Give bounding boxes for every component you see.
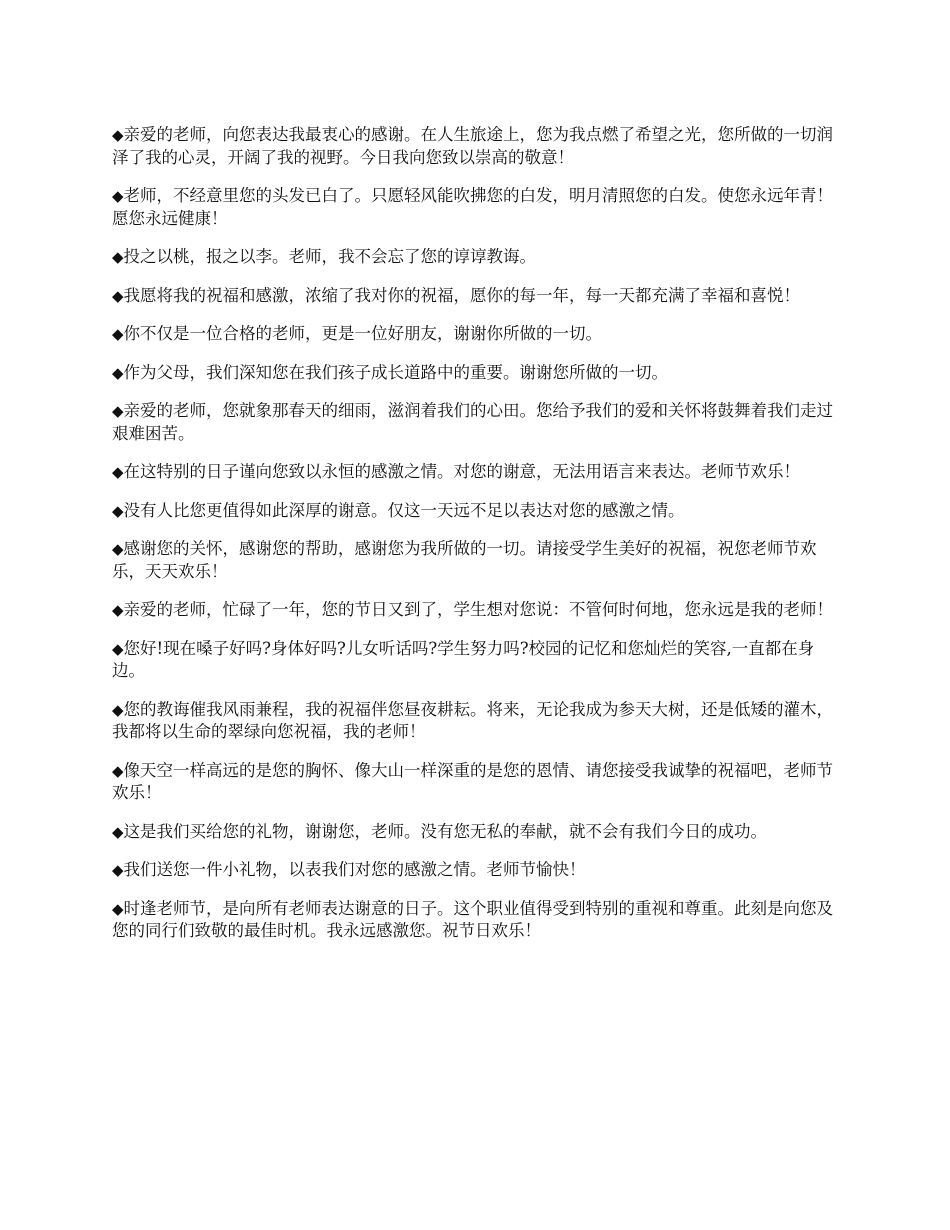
paragraph-text: 我们送您一件小礼物，以表我们对您的感激之情。老师节愉快！ bbox=[123, 860, 586, 879]
diamond-bullet-icon: ◆ bbox=[112, 463, 124, 481]
diamond-bullet-icon: ◆ bbox=[112, 363, 124, 382]
blessing-paragraph-9 bbox=[112, 500, 840, 523]
blessing-paragraph-8 bbox=[112, 461, 840, 484]
diamond-bullet-icon: ◆ bbox=[112, 540, 124, 558]
blessing-paragraph-17 bbox=[112, 898, 840, 943]
blessing-paragraph-10 bbox=[112, 538, 840, 583]
diamond-bullet-icon: ◆ bbox=[112, 601, 124, 619]
blessing-paragraph-2 bbox=[112, 185, 840, 230]
blessing-paragraph-12 bbox=[112, 638, 840, 683]
blessing-paragraph-7 bbox=[112, 400, 840, 445]
diamond-bullet-icon: ◆ bbox=[112, 822, 124, 841]
diamond-bullet-icon: ◆ bbox=[112, 187, 124, 205]
paragraph-text: 亲爱的老师，您就象那春天的细雨，滋润着我们的心田。您给予我们的爱和关怀将鼓舞着我们走过艰难困苦。 bbox=[112, 401, 834, 443]
document-page bbox=[112, 124, 840, 959]
paragraph-text: 您的教诲催我风雨兼程，我的祝福伴您昼夜耕耘。将来，无论我成为参天大树，还是低矮的灌木，我都将以生命的翠绿向您祝福，我的老师！ bbox=[112, 699, 834, 741]
paragraph-text: 没有人比您更值得如此深厚的谢意。仅这一天远不足以表达对您的感激之情。 bbox=[123, 500, 685, 520]
diamond-bullet-icon: ◆ bbox=[112, 761, 124, 780]
diamond-bullet-icon: ◆ bbox=[112, 501, 124, 520]
diamond-bullet-icon: ◆ bbox=[112, 861, 124, 879]
blessing-paragraph-15 bbox=[112, 821, 840, 844]
diamond-bullet-icon: ◆ bbox=[112, 325, 124, 343]
blessing-paragraph-4 bbox=[112, 285, 840, 308]
paragraph-text: 感谢您的关怀，感谢您的帮助，感谢您为我所做的一切。请接受学生美好的祝福，祝您老师节欢乐，天天欢乐！ bbox=[112, 539, 817, 581]
diamond-bullet-icon: ◆ bbox=[112, 700, 124, 719]
blessing-paragraph-6 bbox=[112, 362, 840, 385]
diamond-bullet-icon: ◆ bbox=[112, 126, 124, 144]
paragraph-text: 在这特别的日子谨向您致以永恒的感激之情。对您的谢意，无法用语言来表达。老师节欢乐！ bbox=[123, 462, 801, 481]
paragraph-text: 你不仅是一位合格的老师，更是一位好朋友，谢谢你所做的一切。 bbox=[123, 324, 603, 343]
paragraph-text: 亲爱的老师，忙碌了一年，您的节日又到了，学生想对您说：不管何时何地，您永远是我的老师！ bbox=[123, 600, 834, 619]
blessing-paragraph-14 bbox=[112, 760, 840, 805]
blessing-paragraph-11 bbox=[112, 599, 840, 622]
paragraph-text: 您好!现在嗓子好吗?身体好吗?儿女听话吗?学生努力吗?校园的记忆和您灿烂的笑容,一直都在身边。 bbox=[112, 638, 815, 680]
paragraph-text: 作为父母，我们深知您在我们孩子成长道路中的重要。谢谢您所做的一切。 bbox=[123, 362, 669, 382]
diamond-bullet-icon: ◆ bbox=[112, 402, 124, 420]
paragraph-text: 亲爱的老师，向您表达我最衷心的感谢。在人生旅途上，您为我点燃了希望之光，您所做的一切润泽了我的心灵，开阔了我的视野。今日我向您致以崇高的敬意！ bbox=[112, 125, 834, 167]
blessing-paragraph-1 bbox=[112, 124, 840, 169]
blessing-paragraph-5 bbox=[112, 323, 840, 346]
paragraph-text: 我愿将我的祝福和感激，浓缩了我对你的祝福，愿你的每一年，每一天都充满了幸福和喜悦！ bbox=[123, 285, 801, 305]
diamond-bullet-icon: ◆ bbox=[112, 639, 124, 658]
paragraph-text: 老师，不经意里您的头发已白了。只愿轻风能吹拂您的白发，明月清照您的白发。使您永远年青！愿您永远健康！ bbox=[112, 186, 834, 228]
blessing-paragraph-3 bbox=[112, 246, 840, 269]
diamond-bullet-icon: ◆ bbox=[112, 248, 124, 266]
blessing-paragraph-16 bbox=[112, 859, 840, 882]
blessing-paragraph-13 bbox=[112, 699, 840, 744]
paragraph-text: 时逢老师节，是向所有老师表达谢意的日子。这个职业值得受到特别的重视和尊重。此刻是向您及您的同行们致敬的最佳时机。我永远感激您。祝节日欢乐！ bbox=[112, 898, 834, 940]
diamond-bullet-icon: ◆ bbox=[112, 286, 124, 305]
diamond-bullet-icon: ◆ bbox=[112, 899, 124, 918]
paragraph-text: 像天空一样高远的是您的胸怀、像大山一样深重的是您的恩情、请您接受我诚挚的祝福吧，老师节欢乐！ bbox=[112, 760, 834, 802]
paragraph-text: 投之以桃，报之以李。老师，我不会忘了您的谆谆教诲。 bbox=[123, 247, 537, 266]
paragraph-text: 这是我们买给您的礼物，谢谢您，老师。没有您无私的奉献，就不会有我们今日的成功。 bbox=[123, 821, 768, 841]
